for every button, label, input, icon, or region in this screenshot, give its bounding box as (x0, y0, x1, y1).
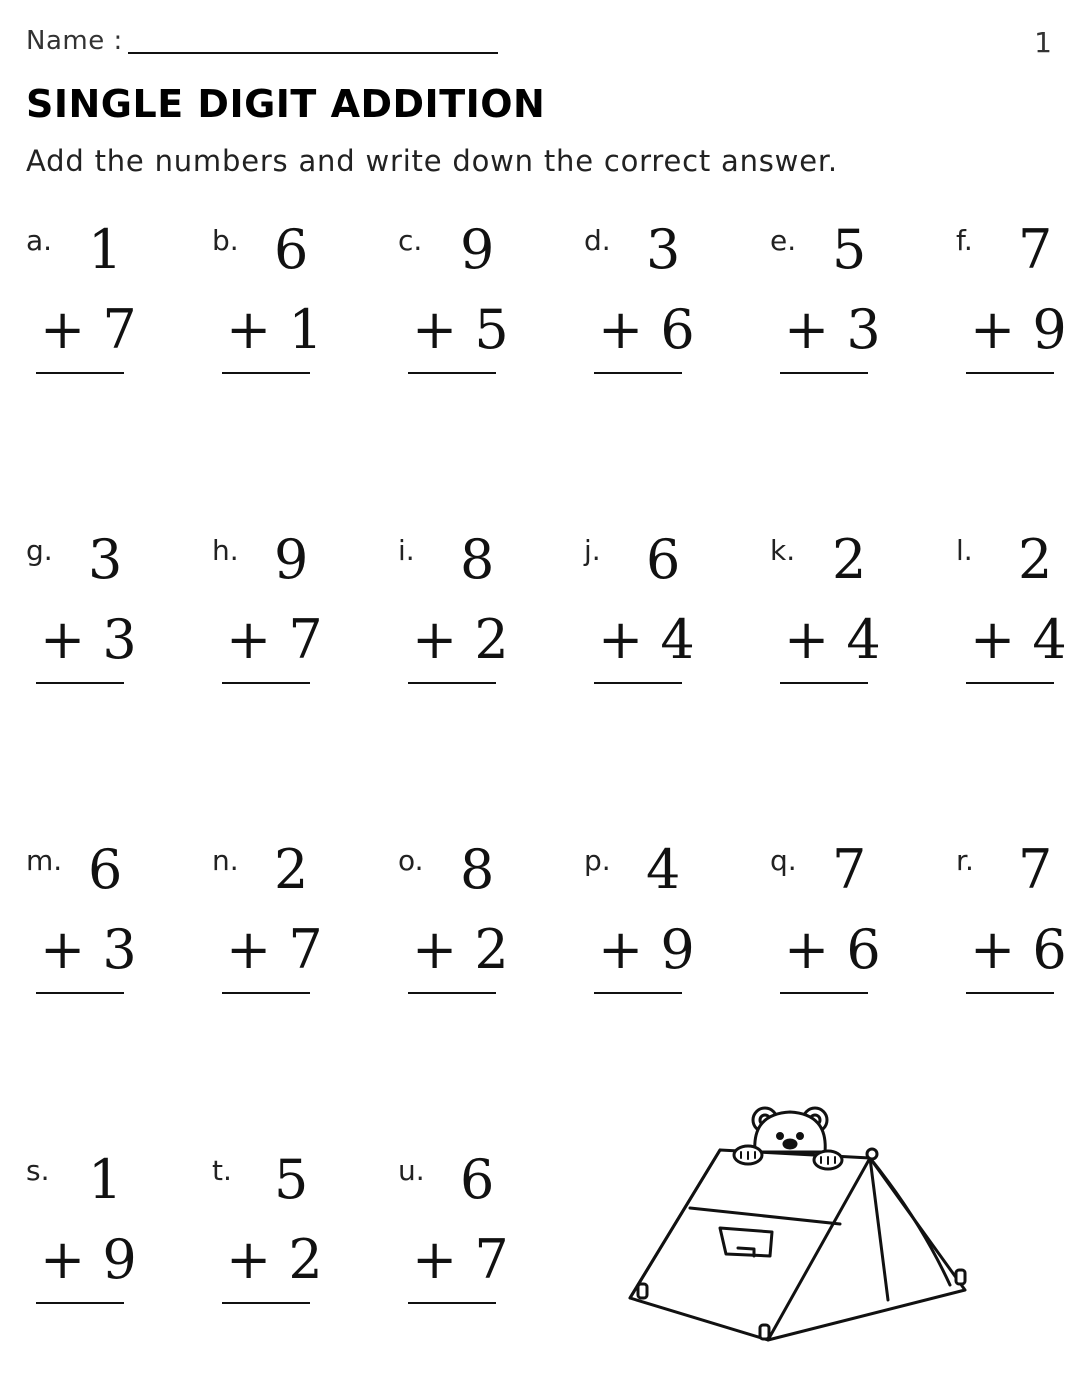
problem-addend: + 9 (970, 298, 1067, 361)
problem-letter: t. (212, 1154, 232, 1187)
problem-addend: + 2 (412, 608, 509, 671)
problem-letter: j. (584, 534, 601, 567)
problem-letter: b. (212, 224, 239, 257)
problem-top-number: 5 (832, 218, 867, 281)
page-number: 1 (1034, 26, 1052, 59)
answer-line[interactable] (408, 682, 496, 684)
problem-r (956, 838, 1080, 988)
problem-top-number: 8 (460, 838, 495, 901)
answer-line[interactable] (36, 372, 124, 374)
problem-letter: e. (770, 224, 797, 257)
problem-addend: + 7 (226, 608, 323, 671)
problem-addend: + 7 (40, 298, 137, 361)
problem-addend: + 4 (784, 608, 881, 671)
name-label: Name : (26, 26, 123, 56)
answer-line[interactable] (780, 682, 868, 684)
problem-letter: s. (26, 1154, 50, 1187)
problem-top-number: 7 (1018, 838, 1053, 901)
problem-e (770, 218, 900, 368)
answer-line[interactable] (966, 372, 1054, 374)
answer-line[interactable] (594, 372, 682, 374)
bear-in-tent-icon (620, 1100, 980, 1360)
problem-i (398, 528, 528, 678)
problem-t (212, 1148, 342, 1298)
problem-top-number: 6 (274, 218, 309, 281)
answer-line[interactable] (966, 992, 1054, 994)
problem-letter: m. (26, 844, 63, 877)
problem-u (398, 1148, 528, 1298)
problem-letter: n. (212, 844, 239, 877)
problem-h (212, 528, 342, 678)
answer-line[interactable] (780, 372, 868, 374)
problem-addend: + 9 (40, 1228, 137, 1291)
name-write-line[interactable] (128, 52, 498, 54)
problem-letter: g. (26, 534, 53, 567)
problem-letter: k. (770, 534, 796, 567)
answer-line[interactable] (222, 992, 310, 994)
problem-letter: d. (584, 224, 611, 257)
problem-top-number: 1 (88, 218, 123, 281)
problem-addend: + 7 (412, 1228, 509, 1291)
problem-addend: + 5 (412, 298, 509, 361)
problem-addend: + 3 (40, 918, 137, 981)
problem-letter: o. (398, 844, 424, 877)
problem-top-number: 7 (1018, 218, 1053, 281)
problem-m (26, 838, 156, 988)
answer-line[interactable] (408, 372, 496, 374)
problem-addend: + 2 (226, 1228, 323, 1291)
problem-c (398, 218, 528, 368)
problem-letter: f. (956, 224, 973, 257)
problem-top-number: 3 (88, 528, 123, 591)
problem-addend: + 9 (598, 918, 695, 981)
problem-top-number: 3 (646, 218, 681, 281)
problem-l (956, 528, 1080, 678)
answer-line[interactable] (222, 372, 310, 374)
problem-k (770, 528, 900, 678)
problem-top-number: 5 (274, 1148, 309, 1211)
problem-s (26, 1148, 156, 1298)
problem-top-number: 6 (88, 838, 123, 901)
answer-line[interactable] (408, 992, 496, 994)
problem-letter: h. (212, 534, 239, 567)
problem-g (26, 528, 156, 678)
problem-letter: r. (956, 844, 974, 877)
instructions: Add the numbers and write down the correct answer. (26, 144, 838, 178)
problem-addend: + 3 (40, 608, 137, 671)
problem-addend: + 3 (784, 298, 881, 361)
problem-top-number: 4 (646, 838, 681, 901)
problem-n (212, 838, 342, 988)
problem-top-number: 9 (274, 528, 309, 591)
answer-line[interactable] (222, 1302, 310, 1304)
answer-line[interactable] (594, 682, 682, 684)
worksheet-title: SINGLE DIGIT ADDITION (26, 82, 546, 126)
answer-line[interactable] (966, 682, 1054, 684)
problem-letter: l. (956, 534, 973, 567)
problem-addend: + 4 (598, 608, 695, 671)
problem-top-number: 1 (88, 1148, 123, 1211)
answer-line[interactable] (408, 1302, 496, 1304)
problem-addend: + 6 (784, 918, 881, 981)
problem-top-number: 7 (832, 838, 867, 901)
problem-j (584, 528, 714, 678)
problem-addend: + 1 (226, 298, 323, 361)
problem-top-number: 2 (274, 838, 309, 901)
problem-letter: i. (398, 534, 415, 567)
problem-a (26, 218, 156, 368)
problem-top-number: 9 (460, 218, 495, 281)
problem-q (770, 838, 900, 988)
answer-line[interactable] (780, 992, 868, 994)
problem-addend: + 2 (412, 918, 509, 981)
problem-top-number: 6 (646, 528, 681, 591)
answer-line[interactable] (36, 682, 124, 684)
problem-letter: c. (398, 224, 423, 257)
problem-addend: + 6 (970, 918, 1067, 981)
problem-top-number: 6 (460, 1148, 495, 1211)
problem-b (212, 218, 342, 368)
problem-letter: q. (770, 844, 797, 877)
problem-f (956, 218, 1080, 368)
answer-line[interactable] (36, 1302, 124, 1304)
problem-p (584, 838, 714, 988)
answer-line[interactable] (222, 682, 310, 684)
problem-addend: + 6 (598, 298, 695, 361)
problem-letter: a. (26, 224, 53, 257)
problem-addend: + 7 (226, 918, 323, 981)
problem-d (584, 218, 714, 368)
problem-addend: + 4 (970, 608, 1067, 671)
problem-top-number: 2 (1018, 528, 1053, 591)
problem-o (398, 838, 528, 988)
answer-line[interactable] (594, 992, 682, 994)
problem-top-number: 8 (460, 528, 495, 591)
problem-letter: p. (584, 844, 611, 877)
problem-top-number: 2 (832, 528, 867, 591)
answer-line[interactable] (36, 992, 124, 994)
problem-letter: u. (398, 1154, 425, 1187)
